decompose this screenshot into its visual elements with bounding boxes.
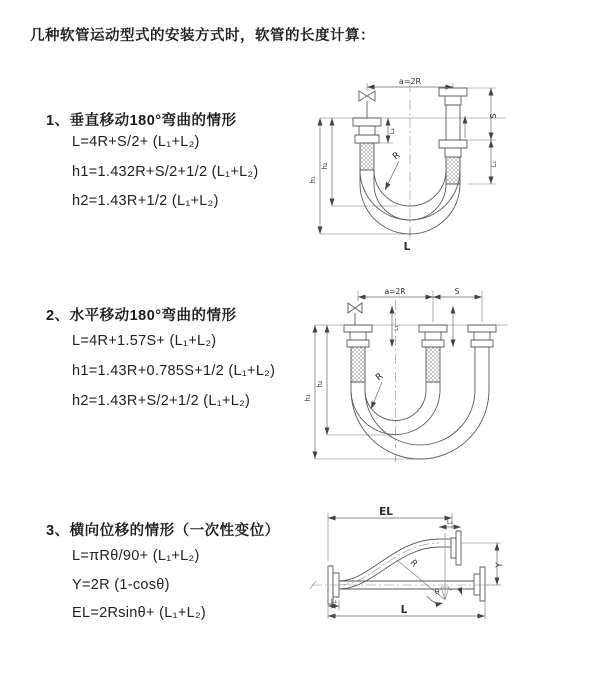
upper-flange (439, 531, 461, 565)
angle-label: θ (434, 588, 440, 596)
braided-hose-section (446, 157, 460, 184)
section-2-formula-h1: h1=1.43R+0.785S+1/2 (L₁+L₂) (72, 363, 276, 379)
braided-hose-section (426, 347, 440, 382)
radius-leader (371, 382, 382, 409)
dim-label-a2r: a=2R (384, 287, 406, 296)
dim-label-l1-left: L₁ (388, 127, 396, 135)
section-3-formula-EL: EL=2Rsinθ+ (L₁+L₂) (72, 605, 207, 621)
braided-hose-section (360, 143, 374, 170)
angle-arrow-right (450, 589, 462, 595)
diagram-vertical-180-bend (298, 58, 578, 263)
diagram-lateral-displacement (298, 503, 598, 658)
dim-label-h2: h₂ (321, 162, 329, 170)
hose-u-bend (351, 390, 489, 459)
dim-label-h1: h₁ (304, 394, 312, 402)
dim-label-el: EL (379, 506, 393, 518)
left-pipe-fitting (344, 325, 372, 390)
valve-icon (348, 303, 362, 313)
section-3-formula-Y: Y=2R (1-cosθ) (72, 577, 170, 593)
length-label: L (403, 241, 411, 253)
section-2-formula-h2: h2=1.43R+S/2+1/2 (L₁+L₂) (72, 393, 251, 409)
hose-s-curve (339, 539, 439, 589)
radius-label: R (391, 150, 403, 163)
dim-label-s: S (489, 113, 498, 119)
dim-label-l1-top: L₁ (446, 518, 454, 526)
right-pipe-fitting (439, 88, 467, 184)
dim-label-l1-bottom: L₁ (330, 597, 338, 605)
section-3-heading: 3、横向位移的情形（一次性变位） (46, 523, 280, 539)
section-2-formula-L: L=4R+1.57S+ (L₁+L₂) (72, 333, 217, 349)
angle-arrow-left (427, 596, 443, 603)
section-1-formula-h1: h1=1.432R+S/2+1/2 (L₁+L₂) (72, 164, 259, 180)
section-3-formula-L: L=πRθ/90+ (L₁+L₂) (72, 548, 200, 564)
section-1-heading: 1、垂直移动180°弯曲的情形 (46, 113, 237, 129)
dim-label-l1-right: L₁ (490, 160, 498, 168)
radius-label: R (374, 371, 386, 384)
diagram-horizontal-180-bend (303, 278, 593, 468)
valve-icon (359, 91, 375, 101)
dim-label-a2r: a=2R (398, 77, 422, 86)
radius-leader (385, 161, 399, 190)
braided-hose-section (351, 347, 365, 382)
dim-label-h2: h₂ (316, 380, 324, 388)
right-pipe-fitting (468, 325, 496, 390)
radius-label: R (407, 558, 420, 570)
length-label: L (400, 604, 408, 616)
section-1-formula-h2: h2=1.43R+1/2 (L₁+L₂) (72, 193, 219, 209)
dim-label-l1: L₁ (393, 325, 400, 331)
dim-label-s: S (454, 287, 460, 296)
left-pipe-fitting (353, 118, 381, 170)
middle-pipe-fitting (419, 325, 447, 390)
dim-label-h1: h₁ (309, 176, 317, 184)
dim-label-y: Y (495, 562, 505, 568)
page-title: 几种软管运动型式的安装方式时，软管的长度计算： (30, 28, 375, 44)
section-2-heading: 2、水平移动180°弯曲的情形 (46, 308, 237, 324)
lower-flange (474, 567, 485, 601)
section-1-formula-L: L=4R+S/2+ (L₁+L₂) (72, 134, 200, 150)
